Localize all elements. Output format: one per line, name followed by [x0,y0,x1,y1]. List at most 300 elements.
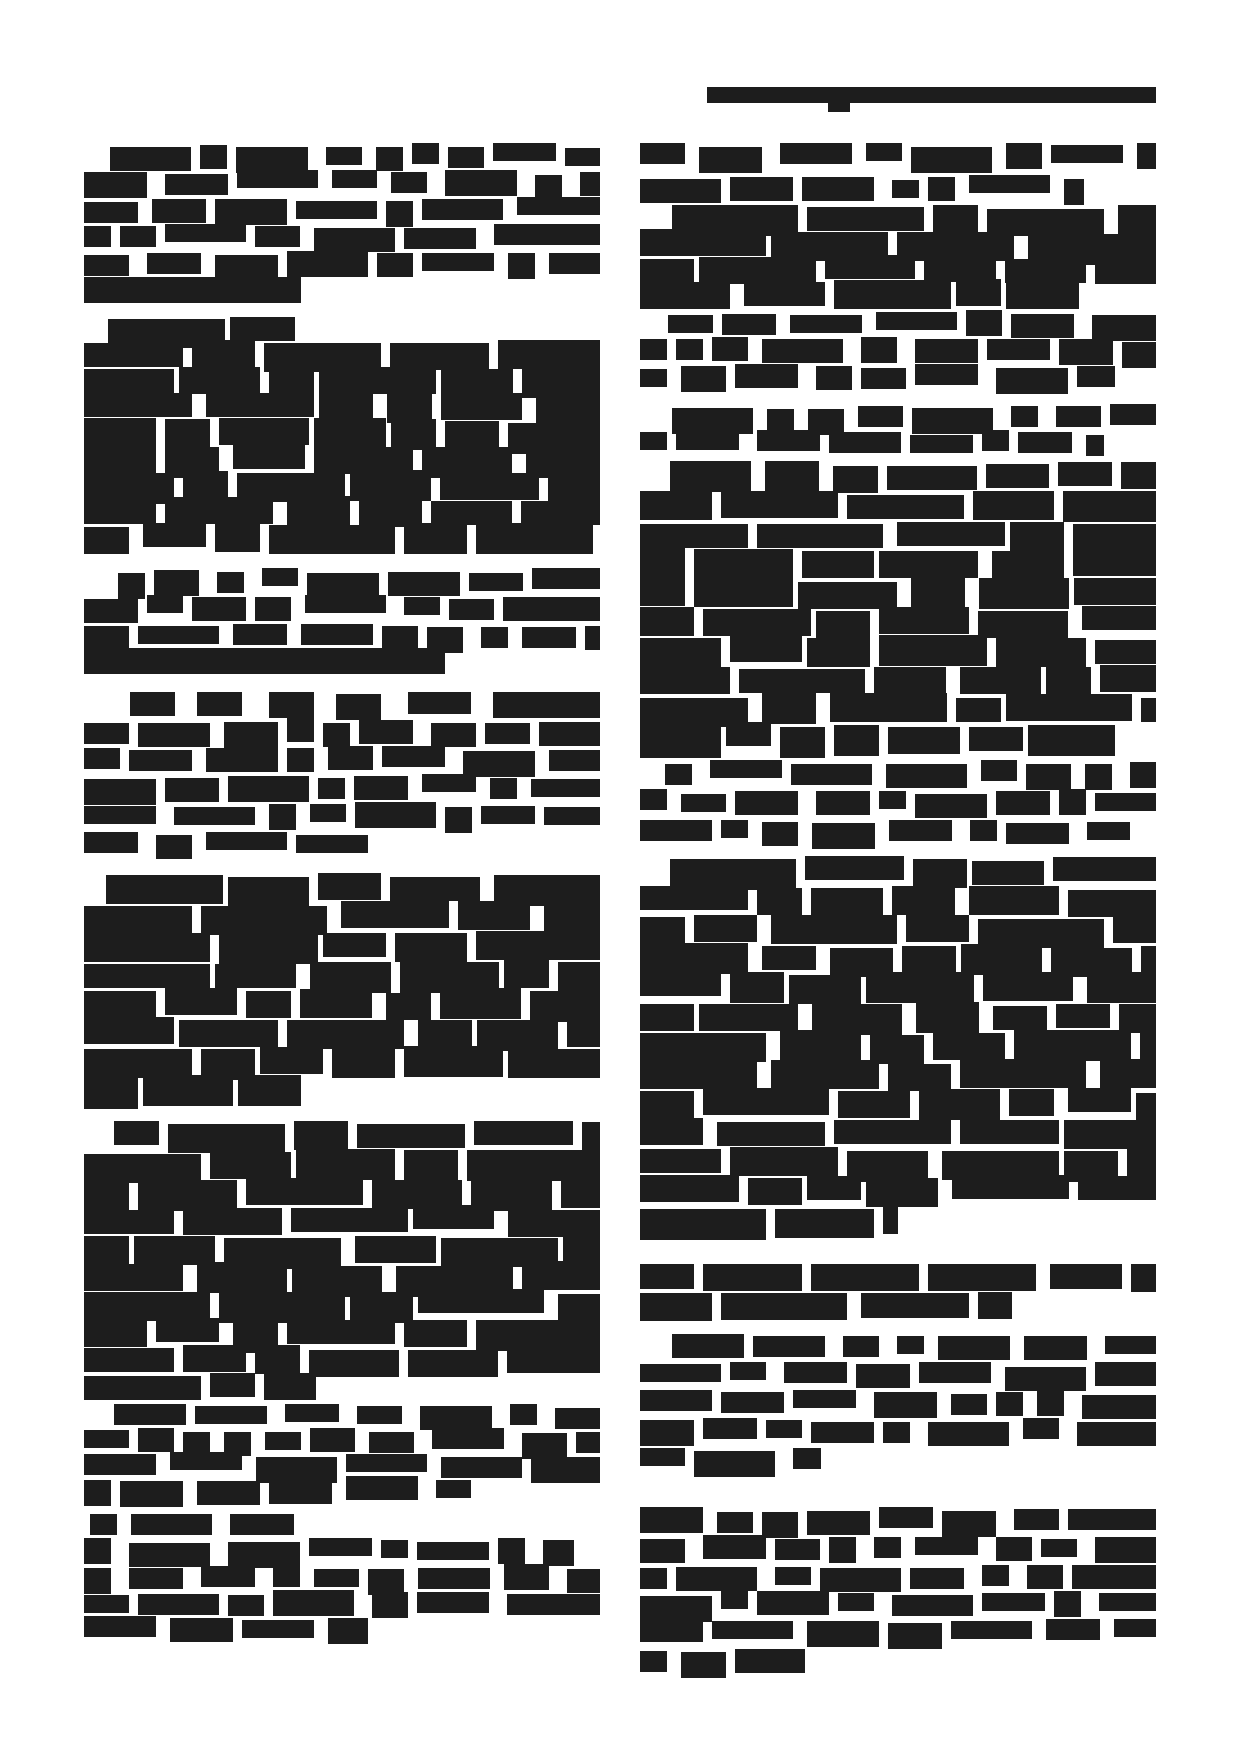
word-blob [681,1652,726,1678]
text-line [84,1428,600,1452]
word-blob [265,1432,301,1450]
word-blob [978,1292,1012,1319]
word-blob [314,228,395,252]
word-blob [722,314,776,335]
word-blob [694,915,757,942]
text-line [640,578,1156,607]
word-blob [802,551,874,578]
text-line [640,1507,1156,1535]
word-blob [640,179,721,203]
word-blob [233,445,305,469]
word-blob [825,255,915,279]
word-blob [197,1262,287,1293]
word-blob [1068,1509,1156,1530]
word-blob [712,337,748,361]
word-blob [640,667,730,694]
word-blob [120,226,156,247]
word-blob [418,1289,544,1313]
word-blob [640,1149,721,1173]
word-blob [432,1428,504,1449]
word-blob [84,991,156,1018]
word-blob [147,253,201,274]
text-line [84,1018,600,1047]
word-blob [780,1030,861,1061]
word-blob [215,523,260,552]
word-blob [1099,1593,1156,1611]
word-blob [640,282,730,309]
text-line [640,1118,1156,1147]
word-blob [287,748,314,772]
word-blob [404,1046,503,1077]
word-blob [721,1392,784,1413]
word-blob [90,1514,117,1535]
text-line [84,1178,600,1206]
word-blob [269,369,314,396]
word-blob [255,597,291,621]
word-blob [730,177,793,201]
word-blob [960,1059,1086,1088]
word-blob [771,915,897,944]
word-blob [640,789,667,810]
text-line [84,197,600,224]
word-blob [829,1537,856,1563]
word-blob [138,1594,219,1615]
word-blob [1100,1059,1156,1088]
word-blob [993,1006,1047,1030]
word-blob [910,1568,964,1589]
word-blob [784,1362,847,1383]
word-blob [640,1539,685,1563]
text-line [84,1150,600,1178]
word-blob [404,597,440,615]
text-line [640,818,1130,847]
word-blob [879,635,987,666]
word-blob [310,804,346,822]
word-blob [856,1364,910,1388]
word-blob [847,495,964,519]
text-line [640,973,1156,1002]
word-blob [179,1020,278,1047]
word-blob [318,778,345,799]
word-blob [544,807,600,825]
word-blob [928,1264,1036,1291]
word-blob [640,1175,739,1202]
word-blob [888,1064,951,1091]
word-blob [481,806,535,824]
word-blob [735,364,798,388]
word-blob [377,253,413,277]
text-line [84,830,368,858]
word-blob [228,776,309,802]
text-line [640,723,1115,752]
word-blob [238,1075,301,1106]
word-blob [230,317,295,341]
word-blob [476,931,600,960]
word-blob [983,972,1073,1001]
text-line [84,1476,471,1500]
text-line [668,310,1156,337]
text-line [84,622,600,649]
word-blob [798,582,897,609]
word-blob [694,578,793,607]
word-blob [404,1320,467,1347]
word-blob [757,888,802,915]
word-blob [84,1376,201,1400]
word-blob [152,199,206,223]
word-blob [816,791,870,815]
word-blob [114,1121,159,1145]
text-line [640,1031,1156,1060]
word-blob [892,886,955,915]
word-blob [987,339,1050,360]
text-line [640,1002,1156,1031]
header-rule [707,87,1156,103]
word-blob [84,1049,192,1078]
word-blob [138,626,219,644]
word-blob [517,197,600,215]
word-blob [753,1336,825,1357]
word-blob [1077,366,1115,387]
word-blob [165,497,273,524]
word-blob [84,369,174,393]
text-line [84,960,600,989]
word-blob [318,873,381,900]
text-line [640,175,1084,207]
word-blob [807,638,870,667]
word-blob [582,1122,600,1153]
word-blob [721,491,838,518]
word-blob [1137,143,1156,169]
word-blob [906,915,969,942]
word-blob [1141,946,1156,973]
word-blob [640,548,685,577]
word-blob [640,972,721,996]
word-blob [84,343,183,367]
text-line [84,1590,600,1616]
word-blob [319,392,373,421]
word-blob [84,906,192,933]
word-blob [224,722,278,748]
word-blob [84,202,138,223]
word-blob [915,794,987,818]
word-blob [748,1178,802,1205]
word-blob [1072,1565,1156,1589]
word-blob [866,1178,938,1207]
word-blob [391,172,427,193]
text-line [640,944,1156,973]
text-line [640,886,1156,915]
word-blob [458,901,530,930]
word-blob [1082,1395,1156,1419]
word-blob [504,959,549,988]
word-blob [834,1120,951,1144]
word-blob [120,1481,183,1507]
word-blob [681,366,726,392]
word-blob [791,764,872,785]
word-blob [507,1594,600,1615]
word-blob [969,886,1059,915]
word-blob [699,147,762,173]
word-blob [1056,406,1101,427]
word-blob [838,1091,910,1118]
word-blob [498,340,600,369]
word-blob [676,339,703,360]
text-line [640,1619,1156,1647]
word-blob [735,1649,805,1673]
word-blob [820,1568,901,1592]
word-blob [170,1618,233,1642]
word-blob [84,1595,129,1613]
word-blob [665,764,692,785]
word-blob [233,624,287,645]
word-blob [228,1595,264,1616]
word-blob [1056,1004,1110,1028]
word-blob [1087,972,1156,1003]
word-blob [730,972,784,1003]
word-blob [897,1336,924,1354]
word-blob [1131,1264,1156,1292]
word-blob [301,624,373,645]
text-line [84,902,600,931]
word-blob [672,1334,744,1358]
text-line [84,251,600,278]
word-blob [476,523,593,554]
word-blob [1010,522,1064,551]
word-blob [84,1430,129,1448]
text-line [114,1404,600,1428]
word-blob [972,861,1044,885]
word-blob [84,964,210,988]
word-blob [640,1568,667,1589]
word-blob [565,148,600,166]
text-line [665,760,1156,789]
word-blob [508,1210,600,1237]
word-blob [445,807,472,833]
text-line [84,471,600,497]
word-blob [326,147,362,165]
word-blob [699,1004,798,1031]
word-blob [1054,1591,1081,1617]
word-blob [549,253,600,274]
word-blob [1095,793,1156,811]
word-blob [165,174,228,195]
word-blob [970,820,997,841]
word-blob [811,1422,874,1443]
word-blob [585,626,600,650]
word-blob [246,991,291,1018]
word-blob [237,170,318,188]
word-blob [767,409,794,430]
word-blob [206,832,287,850]
word-blob [336,694,381,720]
word-blob [165,778,219,802]
word-blob [919,1089,1000,1120]
word-blob [640,524,748,548]
word-blob [919,1362,991,1383]
word-blob [332,170,377,188]
text-line [640,1563,1156,1591]
word-blob [640,1293,712,1321]
word-blob [757,524,883,548]
word-blob [84,1616,156,1637]
word-blob [996,368,1068,394]
word-blob [938,1336,1010,1360]
word-blob [961,944,1042,975]
text-line [84,1538,574,1564]
word-blob [503,597,600,621]
word-blob [952,1175,1069,1199]
word-blob [762,822,798,846]
word-blob [510,1404,537,1425]
word-blob [395,933,467,962]
word-blob [408,692,471,714]
word-blob [296,1149,395,1180]
word-blob [84,1454,156,1475]
word-blob [640,1033,766,1062]
text-line [640,607,1156,636]
text-line [84,1452,600,1476]
text-line [640,789,1156,818]
word-blob [388,572,460,596]
text-line [84,224,600,251]
word-blob [915,1537,978,1555]
text-line [110,143,600,170]
word-blob [1027,1565,1063,1589]
word-blob [879,607,969,634]
word-blob [830,693,947,722]
word-blob [440,988,521,1019]
word-blob [956,698,1001,722]
word-blob [404,1150,458,1181]
word-blob [287,251,368,277]
word-blob [790,315,862,333]
text-line [640,636,1156,665]
word-blob [694,549,793,580]
word-blob [179,367,260,394]
word-blob [744,282,825,306]
word-blob [417,1542,489,1560]
word-blob [883,1207,898,1234]
word-blob [269,525,395,554]
word-blob [883,1422,910,1443]
word-blob [640,1621,703,1642]
text-line [640,520,1156,549]
word-blob [640,1651,667,1672]
word-blob [485,723,530,744]
text-line [640,1176,1156,1205]
word-blob [469,573,523,591]
word-blob [314,1569,359,1587]
word-blob [1046,667,1091,696]
word-blob [816,366,852,390]
text-line [640,1291,1012,1320]
word-blob [156,1318,219,1342]
word-blob [676,1567,757,1591]
word-blob [924,255,996,282]
word-blob [543,1540,574,1566]
word-blob [494,224,600,245]
word-blob [694,1451,775,1477]
text-line [84,1346,600,1374]
word-blob [1006,282,1079,309]
word-blob [1086,435,1104,456]
word-blob [84,1210,174,1234]
word-blob [504,1564,549,1590]
word-blob [640,1062,757,1089]
word-blob [84,1292,210,1321]
word-blob [138,1428,174,1452]
word-blob [1014,1509,1059,1530]
word-blob [640,607,694,636]
word-blob [404,523,467,554]
word-blob [640,820,712,841]
word-blob [982,1565,1009,1586]
text-line [670,857,1156,886]
text-line [84,1262,600,1290]
word-blob [843,1336,879,1357]
word-blob [441,393,522,420]
word-blob [422,199,503,220]
word-blob [110,147,191,171]
word-blob [296,201,377,219]
word-blob [422,253,494,271]
word-blob [703,1264,802,1291]
word-blob [838,1593,874,1611]
word-blob [341,901,449,928]
word-blob [1058,462,1112,486]
word-blob [130,692,175,716]
word-blob [420,1406,492,1430]
word-blob [668,315,713,333]
word-blob [269,804,296,830]
text-line [640,549,1156,578]
word-blob [84,1017,174,1044]
word-blob [888,1623,942,1649]
word-blob [775,1539,820,1560]
word-blob [84,1538,111,1564]
word-blob [531,1457,600,1483]
text-line [84,419,600,445]
text-line [84,1076,301,1105]
word-blob [129,1568,183,1589]
word-blob [507,1346,600,1373]
word-blob [805,856,904,880]
word-blob [84,497,156,524]
word-blob [640,143,685,164]
word-blob [305,595,386,613]
word-blob [942,1511,996,1537]
header-rule-descender [828,101,850,112]
word-blob [996,791,1050,815]
text-line [640,1362,1156,1390]
word-blob [448,147,484,168]
word-blob [576,1432,600,1453]
text-line [90,1512,294,1538]
word-blob [956,279,1001,306]
text-line [640,1647,805,1675]
word-blob [84,1236,129,1265]
word-blob [532,568,600,589]
word-blob [807,207,924,231]
word-blob [493,143,556,161]
word-blob [210,1152,291,1179]
text-line [118,568,600,595]
word-blob [960,1120,1059,1144]
word-blob [386,993,431,1020]
word-blob [1073,549,1156,576]
word-blob [1095,1537,1156,1563]
word-blob [522,1261,600,1290]
